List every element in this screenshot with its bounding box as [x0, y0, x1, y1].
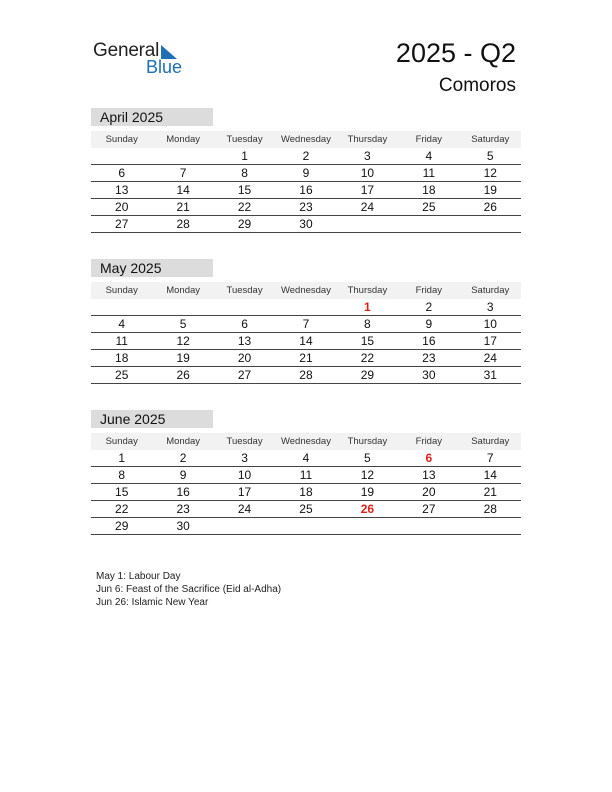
week-row [91, 216, 521, 233]
day-cell: 7 [486, 451, 494, 465]
week-row [91, 165, 521, 182]
day-cell: 12 [360, 468, 375, 482]
day-cell: 29 [237, 217, 252, 231]
month-label: May 2025 [91, 259, 213, 277]
holiday-day-cell: 26 [360, 502, 375, 516]
day-cell: 30 [299, 217, 313, 231]
day-cell: 2 [179, 451, 187, 465]
weekday-label: Friday [415, 285, 443, 296]
weekday-label: Sunday [105, 134, 138, 145]
day-cell: 8 [241, 166, 248, 180]
day-cell: 27 [237, 368, 252, 382]
empty-day-cell [337, 518, 398, 534]
weekday-label: Monday [166, 436, 201, 447]
day-cell: 23 [176, 502, 190, 516]
generalblue-logo [93, 40, 193, 80]
empty-day-cell [398, 216, 459, 232]
empty-day-cell [214, 518, 275, 534]
weekday-label: Wednesday [280, 285, 331, 296]
day-cell: 14 [299, 334, 313, 348]
week-row [91, 501, 521, 518]
day-cell: 22 [115, 502, 129, 516]
empty-day-cell [152, 148, 213, 164]
day-cell: 1 [241, 149, 248, 163]
day-cell: 30 [176, 519, 190, 533]
day-cell: 21 [299, 351, 313, 365]
day-cell: 11 [422, 166, 436, 180]
day-cell: 28 [176, 217, 190, 231]
empty-day-cell [91, 148, 152, 164]
weeks-grid [91, 450, 521, 535]
week-row [91, 484, 521, 501]
day-cell: 10 [237, 468, 252, 482]
day-cell: 8 [364, 317, 371, 331]
weekday-label: Tuesday [226, 134, 263, 145]
week-row [91, 148, 521, 165]
day-cell: 23 [299, 200, 313, 214]
day-cell: 13 [237, 334, 252, 348]
week-row [91, 299, 521, 316]
day-cell: 12 [176, 334, 190, 348]
empty-day-cell [337, 216, 398, 232]
day-cell: 23 [422, 351, 436, 365]
day-cell: 25 [422, 200, 436, 214]
empty-day-cell [214, 299, 275, 315]
day-cell: 9 [302, 166, 310, 180]
day-cell: 24 [360, 200, 375, 214]
day-cell: 22 [237, 200, 252, 214]
day-cell: 20 [422, 485, 436, 499]
day-cell: 13 [422, 468, 436, 482]
week-row [91, 350, 521, 367]
day-cell: 15 [360, 334, 375, 348]
holiday-note: May 1: Labour Day [96, 571, 181, 582]
weekday-label: Sunday [105, 436, 138, 447]
weekday-label: Tuesday [226, 436, 263, 447]
day-cell: 13 [115, 183, 129, 197]
weeks-grid [91, 299, 521, 384]
day-cell: 5 [179, 317, 187, 331]
day-cell: 3 [241, 451, 248, 465]
day-cell: 2 [302, 149, 310, 163]
month-june [91, 410, 521, 535]
week-row [91, 367, 521, 384]
weekday-label: Saturday [471, 134, 510, 145]
day-cell: 17 [483, 334, 497, 348]
week-row [91, 333, 521, 350]
day-cell: 21 [483, 485, 497, 499]
day-cell: 14 [176, 183, 190, 197]
day-cell: 15 [115, 485, 129, 499]
month-april [91, 108, 521, 233]
day-cell: 10 [360, 166, 375, 180]
day-cell: 28 [299, 368, 313, 382]
day-cell: 18 [299, 485, 313, 499]
day-cell: 3 [364, 149, 371, 163]
month-label: April 2025 [91, 108, 213, 126]
weekday-label: Saturday [471, 285, 510, 296]
day-cell: 19 [483, 183, 497, 197]
day-cell: 26 [483, 200, 497, 214]
day-cell: 16 [299, 183, 313, 197]
empty-day-cell [398, 518, 459, 534]
day-cell: 15 [237, 183, 252, 197]
week-row [91, 199, 521, 216]
country-name: Comoros [438, 75, 516, 96]
day-cell: 21 [176, 200, 190, 214]
day-cell: 4 [118, 317, 126, 331]
day-cell: 11 [115, 334, 128, 348]
day-cell: 30 [422, 368, 436, 382]
day-cell: 20 [237, 351, 252, 365]
day-cell: 27 [115, 217, 129, 231]
weekday-label: Saturday [471, 436, 510, 447]
day-cell: 10 [483, 317, 497, 331]
day-cell: 11 [299, 468, 313, 482]
weekday-label: Wednesday [280, 134, 331, 145]
day-cell: 25 [115, 368, 129, 382]
weekday-label: Thursday [347, 134, 388, 145]
day-cell: 28 [483, 502, 497, 516]
day-cell: 19 [360, 485, 375, 499]
holiday-day-cell: 6 [425, 451, 433, 465]
day-cell: 4 [425, 149, 433, 163]
holiday-note: Jun 6: Feast of the Sacrifice (Eid al-Adha) [96, 584, 282, 595]
day-cell: 31 [483, 368, 497, 382]
holiday-notes [96, 570, 281, 609]
day-cell: 9 [179, 468, 187, 482]
day-cell: 22 [360, 351, 375, 365]
day-cell: 6 [118, 166, 126, 180]
empty-day-cell [275, 299, 336, 315]
weekday-label: Monday [166, 134, 201, 145]
day-cell: 8 [118, 468, 126, 482]
holiday-day-cell: 1 [364, 300, 371, 314]
day-cell: 29 [115, 519, 129, 533]
week-row [91, 518, 521, 535]
weekday-label: Sunday [105, 285, 138, 296]
day-cell: 24 [483, 351, 497, 365]
day-cell: 7 [302, 317, 310, 331]
weekday-header [91, 433, 521, 450]
month-may [91, 259, 521, 384]
day-cell: 29 [360, 368, 375, 382]
holiday-note: Jun 26: Islamic New Year [96, 597, 209, 608]
weekday-label: Tuesday [226, 285, 263, 296]
day-cell: 12 [483, 166, 497, 180]
day-cell: 18 [422, 183, 436, 197]
weekday-label: Friday [415, 436, 443, 447]
day-cell: 17 [360, 183, 375, 197]
day-cell: 7 [179, 166, 187, 180]
day-cell: 16 [422, 334, 436, 348]
page-title: 2025 - Q2 [395, 38, 516, 68]
weekday-label: Wednesday [280, 436, 331, 447]
day-cell: 14 [483, 468, 497, 482]
weekday-header [91, 282, 521, 299]
week-row [91, 467, 521, 484]
weekday-label: Thursday [347, 436, 388, 447]
empty-day-cell [275, 518, 336, 534]
day-cell: 20 [115, 200, 129, 214]
day-cell: 2 [425, 300, 433, 314]
empty-day-cell [152, 299, 213, 315]
day-cell: 9 [425, 317, 433, 331]
weekday-label: Thursday [347, 285, 388, 296]
day-cell: 18 [115, 351, 129, 365]
logo-word-general: General [93, 40, 160, 61]
day-cell: 19 [176, 351, 190, 365]
day-cell: 5 [486, 149, 494, 163]
week-row [91, 450, 521, 467]
day-cell: 1 [118, 451, 126, 465]
weekday-header [91, 131, 521, 148]
day-cell: 5 [364, 451, 371, 465]
day-cell: 17 [237, 485, 252, 499]
day-cell: 25 [299, 502, 313, 516]
weekday-label: Monday [166, 285, 201, 296]
day-cell: 24 [237, 502, 252, 516]
day-cell: 3 [486, 300, 494, 314]
day-cell: 27 [422, 502, 436, 516]
empty-day-cell [460, 216, 521, 232]
logo-word-blue: Blue [146, 57, 183, 77]
empty-day-cell [460, 518, 521, 534]
day-cell: 4 [302, 451, 310, 465]
empty-day-cell [91, 299, 152, 315]
month-label: June 2025 [91, 410, 213, 428]
day-cell: 16 [176, 485, 190, 499]
week-row [91, 316, 521, 333]
day-cell: 26 [176, 368, 190, 382]
day-cell: 6 [241, 317, 248, 331]
week-row [91, 182, 521, 199]
weeks-grid [91, 148, 521, 233]
weekday-label: Friday [415, 134, 443, 145]
